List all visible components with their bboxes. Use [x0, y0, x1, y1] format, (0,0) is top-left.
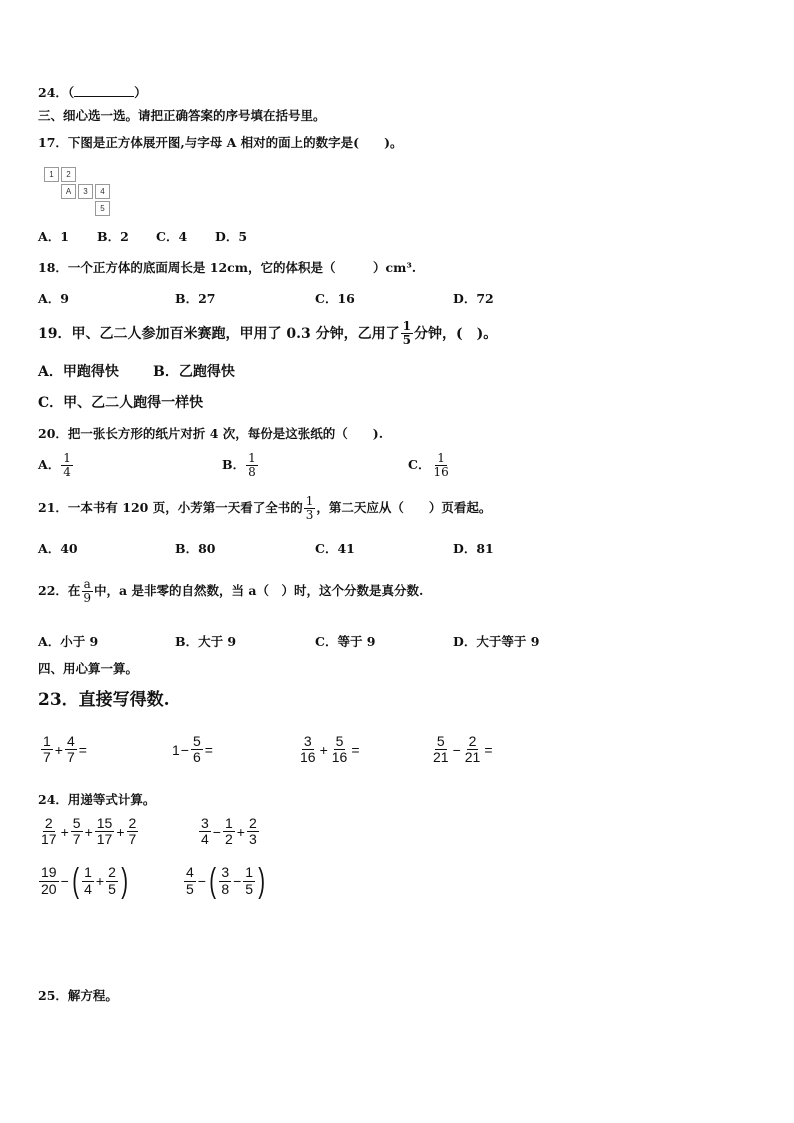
q22-post: 中，a 是非零的自然数，当 a（ ）时，这个分数是真分数. [94, 583, 424, 599]
q17-option-c[interactable]: C．4 [156, 229, 188, 244]
q22-text [38, 578, 423, 605]
numerator: 15 [96, 815, 113, 831]
q24-expr-4 [183, 864, 267, 898]
left-paren: ( [209, 862, 217, 900]
numerator: a [83, 577, 91, 591]
q19-text [38, 320, 497, 347]
numerator: 1 [224, 815, 233, 831]
fraction [199, 816, 211, 848]
numerator: 4 [66, 733, 75, 749]
denominator: 5 [402, 333, 411, 348]
q18-option-a[interactable]: A．9 [38, 291, 69, 306]
q22-option-a[interactable]: A．小于 9 [38, 634, 99, 649]
fraction [65, 734, 77, 766]
q17-text: 17．下图是正方体展开图,与字母 A 相对的面上的数字是( )。 [38, 135, 403, 150]
fraction [330, 734, 350, 766]
fraction [71, 816, 83, 848]
denominator: 6 [192, 749, 201, 766]
q18-option-d[interactable]: D．72 [453, 291, 494, 306]
answer-blank[interactable] [74, 84, 134, 97]
fraction [431, 734, 451, 766]
equals-sign: = [204, 741, 213, 758]
equals-sign: = [78, 741, 87, 758]
denominator: 16 [300, 749, 316, 766]
operator: + [95, 873, 105, 889]
q21-post: ，第二天应从（ ）页看起。 [316, 500, 492, 516]
fraction [219, 865, 231, 897]
q18-text: 18．一个正方体的底面周长是 12cm，它的体积是（ ）cm³. [38, 260, 417, 275]
numerator: 3 [221, 864, 230, 881]
q22-option-d[interactable]: D．大于等于 9 [453, 634, 540, 649]
q23-expr-4 [430, 734, 494, 766]
denominator: 7 [72, 831, 81, 848]
denominator: 8 [248, 465, 256, 480]
q24-top-line [38, 84, 147, 100]
numerator: 3 [201, 815, 209, 831]
q19-option-c[interactable]: C．甲、乙二人跑得一样快 [38, 395, 204, 411]
left-paren: ( [72, 862, 79, 900]
operator: + [236, 823, 245, 840]
denominator: 7 [43, 749, 51, 766]
q24-top-prefix: 24． [38, 85, 68, 100]
q24-expr-2 [198, 816, 260, 848]
operator: + [319, 741, 328, 758]
denominator: 16 [331, 749, 348, 766]
fraction [184, 865, 196, 897]
q19-pre: 19．甲、乙二人参加百米赛跑，甲用了 0.3 分钟，乙用了 [38, 325, 400, 342]
denominator: 5 [245, 880, 254, 897]
fraction [243, 865, 255, 897]
denominator: 3 [248, 831, 257, 848]
denominator: 7 [128, 831, 137, 848]
whole-number: 1 [172, 741, 180, 758]
denominator: 4 [63, 465, 71, 480]
denominator: 17 [96, 831, 113, 848]
q19-post: 分钟，( )。 [413, 325, 498, 342]
numerator: 1 [248, 451, 256, 465]
operator: − [197, 873, 206, 889]
q17-option-b[interactable]: B．2 [97, 229, 129, 244]
q20-text: 20．把一张长方形的纸片对折 4 次，每份是这张纸的（ ). [38, 426, 384, 441]
fraction [41, 734, 53, 766]
q19-option-b[interactable]: B．乙跑得快 [153, 364, 235, 380]
fraction [39, 816, 59, 848]
operator: − [60, 873, 69, 889]
fraction [463, 734, 483, 766]
operator: − [212, 823, 221, 840]
q20-option-b[interactable] [222, 452, 259, 479]
numerator: 19 [41, 864, 57, 881]
option-label: C． [408, 457, 431, 473]
q19-option-a[interactable]: A．甲跑得快 [38, 364, 119, 380]
fraction [127, 816, 139, 848]
q24-expr-3 [38, 864, 130, 898]
q18-option-c[interactable]: C．16 [315, 291, 355, 306]
numerator: 5 [335, 733, 344, 749]
numerator: 2 [108, 864, 116, 881]
denominator: 3 [305, 508, 314, 523]
net-cell-a: A [61, 184, 76, 199]
numerator: 2 [248, 815, 257, 831]
q24-expr-1 [38, 816, 139, 848]
numerator: 1 [402, 319, 411, 333]
numerator: 1 [437, 451, 445, 465]
numerator: 1 [84, 864, 92, 881]
numerator: 5 [192, 733, 201, 749]
net-cell-1: 1 [44, 167, 59, 182]
q17-option-d[interactable]: D．5 [215, 229, 248, 244]
denominator: 5 [108, 880, 116, 897]
option-label: A． [38, 457, 61, 473]
section-4-heading: 四、用心算一算。 [38, 661, 139, 676]
q22-pre: 22．在 [38, 583, 81, 599]
q21-option-c[interactable]: C．41 [315, 541, 355, 556]
right-paren: ) [121, 862, 128, 900]
q22-option-c[interactable]: C．等于 9 [315, 634, 376, 649]
fraction [191, 734, 203, 766]
denominator: 2 [224, 831, 233, 848]
option-label: B． [222, 457, 246, 473]
equals-sign: = [484, 741, 493, 758]
numerator: 2 [128, 815, 137, 831]
right-paren: ) [258, 862, 266, 900]
q21-text [38, 495, 491, 522]
q21-pre: 21．一本书有 120 页，小芳第一天看了全书的 [38, 500, 303, 516]
numerator: 5 [436, 733, 445, 749]
net-cell-5: 5 [95, 201, 110, 216]
q21-option-a[interactable]: A．40 [38, 541, 78, 556]
denominator: 5 [186, 880, 194, 897]
fraction [304, 495, 316, 522]
q21-option-b[interactable]: B．80 [175, 541, 216, 556]
q17-option-a[interactable]: A．1 [38, 229, 69, 244]
numerator: 3 [303, 733, 312, 749]
q18-option-b[interactable]: B．27 [175, 291, 216, 306]
q24-title: 24．用递等式计算。 [38, 792, 156, 807]
q23-expr-1 [40, 734, 88, 766]
fraction [298, 734, 318, 766]
denominator: 21 [433, 749, 449, 766]
fraction [82, 865, 94, 897]
q20-option-a[interactable] [38, 452, 74, 479]
fraction [223, 816, 235, 848]
net-cell-4: 4 [95, 184, 110, 199]
numerator: 5 [72, 815, 81, 831]
numerator: 1 [63, 451, 71, 465]
denominator: 8 [221, 880, 230, 897]
q25-title: 25．解方程。 [38, 988, 118, 1003]
operator: − [180, 741, 189, 758]
numerator: 2 [468, 733, 477, 749]
q24-top-close: ） [134, 85, 147, 100]
denominator: 21 [464, 749, 481, 766]
operator: + [54, 741, 63, 758]
numerator: 4 [186, 864, 194, 881]
section-3-heading: 三、细心选一选。请把正确答案的序号填在括号里。 [38, 108, 326, 123]
q20-option-c[interactable] [408, 452, 452, 479]
q21-option-d[interactable]: D．81 [453, 541, 494, 556]
denominator: 4 [84, 880, 92, 897]
operator: − [452, 741, 461, 758]
fraction [81, 578, 93, 605]
denominator: 7 [66, 749, 75, 766]
net-cell-2: 2 [61, 167, 76, 182]
fraction [401, 320, 413, 347]
q23-expr-3 [297, 734, 361, 766]
denominator: 20 [41, 880, 57, 897]
fraction [61, 452, 73, 479]
q22-option-b[interactable]: B．大于 9 [175, 634, 237, 649]
numerator: 1 [305, 494, 314, 508]
fraction [106, 865, 118, 897]
q23-title: 23．直接写得数. [38, 690, 170, 710]
operator: + [116, 823, 125, 840]
q24-top-open: （ [67, 85, 75, 100]
denominator: 17 [41, 831, 57, 848]
numerator: 2 [44, 815, 53, 831]
net-cell-3: 3 [78, 184, 93, 199]
operator: + [60, 823, 69, 840]
equals-sign: = [351, 741, 360, 758]
numerator: 1 [245, 864, 254, 881]
denominator: 4 [201, 831, 209, 848]
fraction [39, 865, 59, 897]
numerator: 1 [43, 733, 51, 749]
operator: − [233, 873, 242, 889]
fraction [247, 816, 259, 848]
fraction [431, 452, 450, 479]
q23-expr-2 [172, 734, 214, 766]
fraction [246, 452, 258, 479]
fraction [95, 816, 115, 848]
operator: + [84, 823, 93, 840]
denominator: 16 [433, 465, 449, 480]
denominator: 9 [83, 591, 92, 606]
